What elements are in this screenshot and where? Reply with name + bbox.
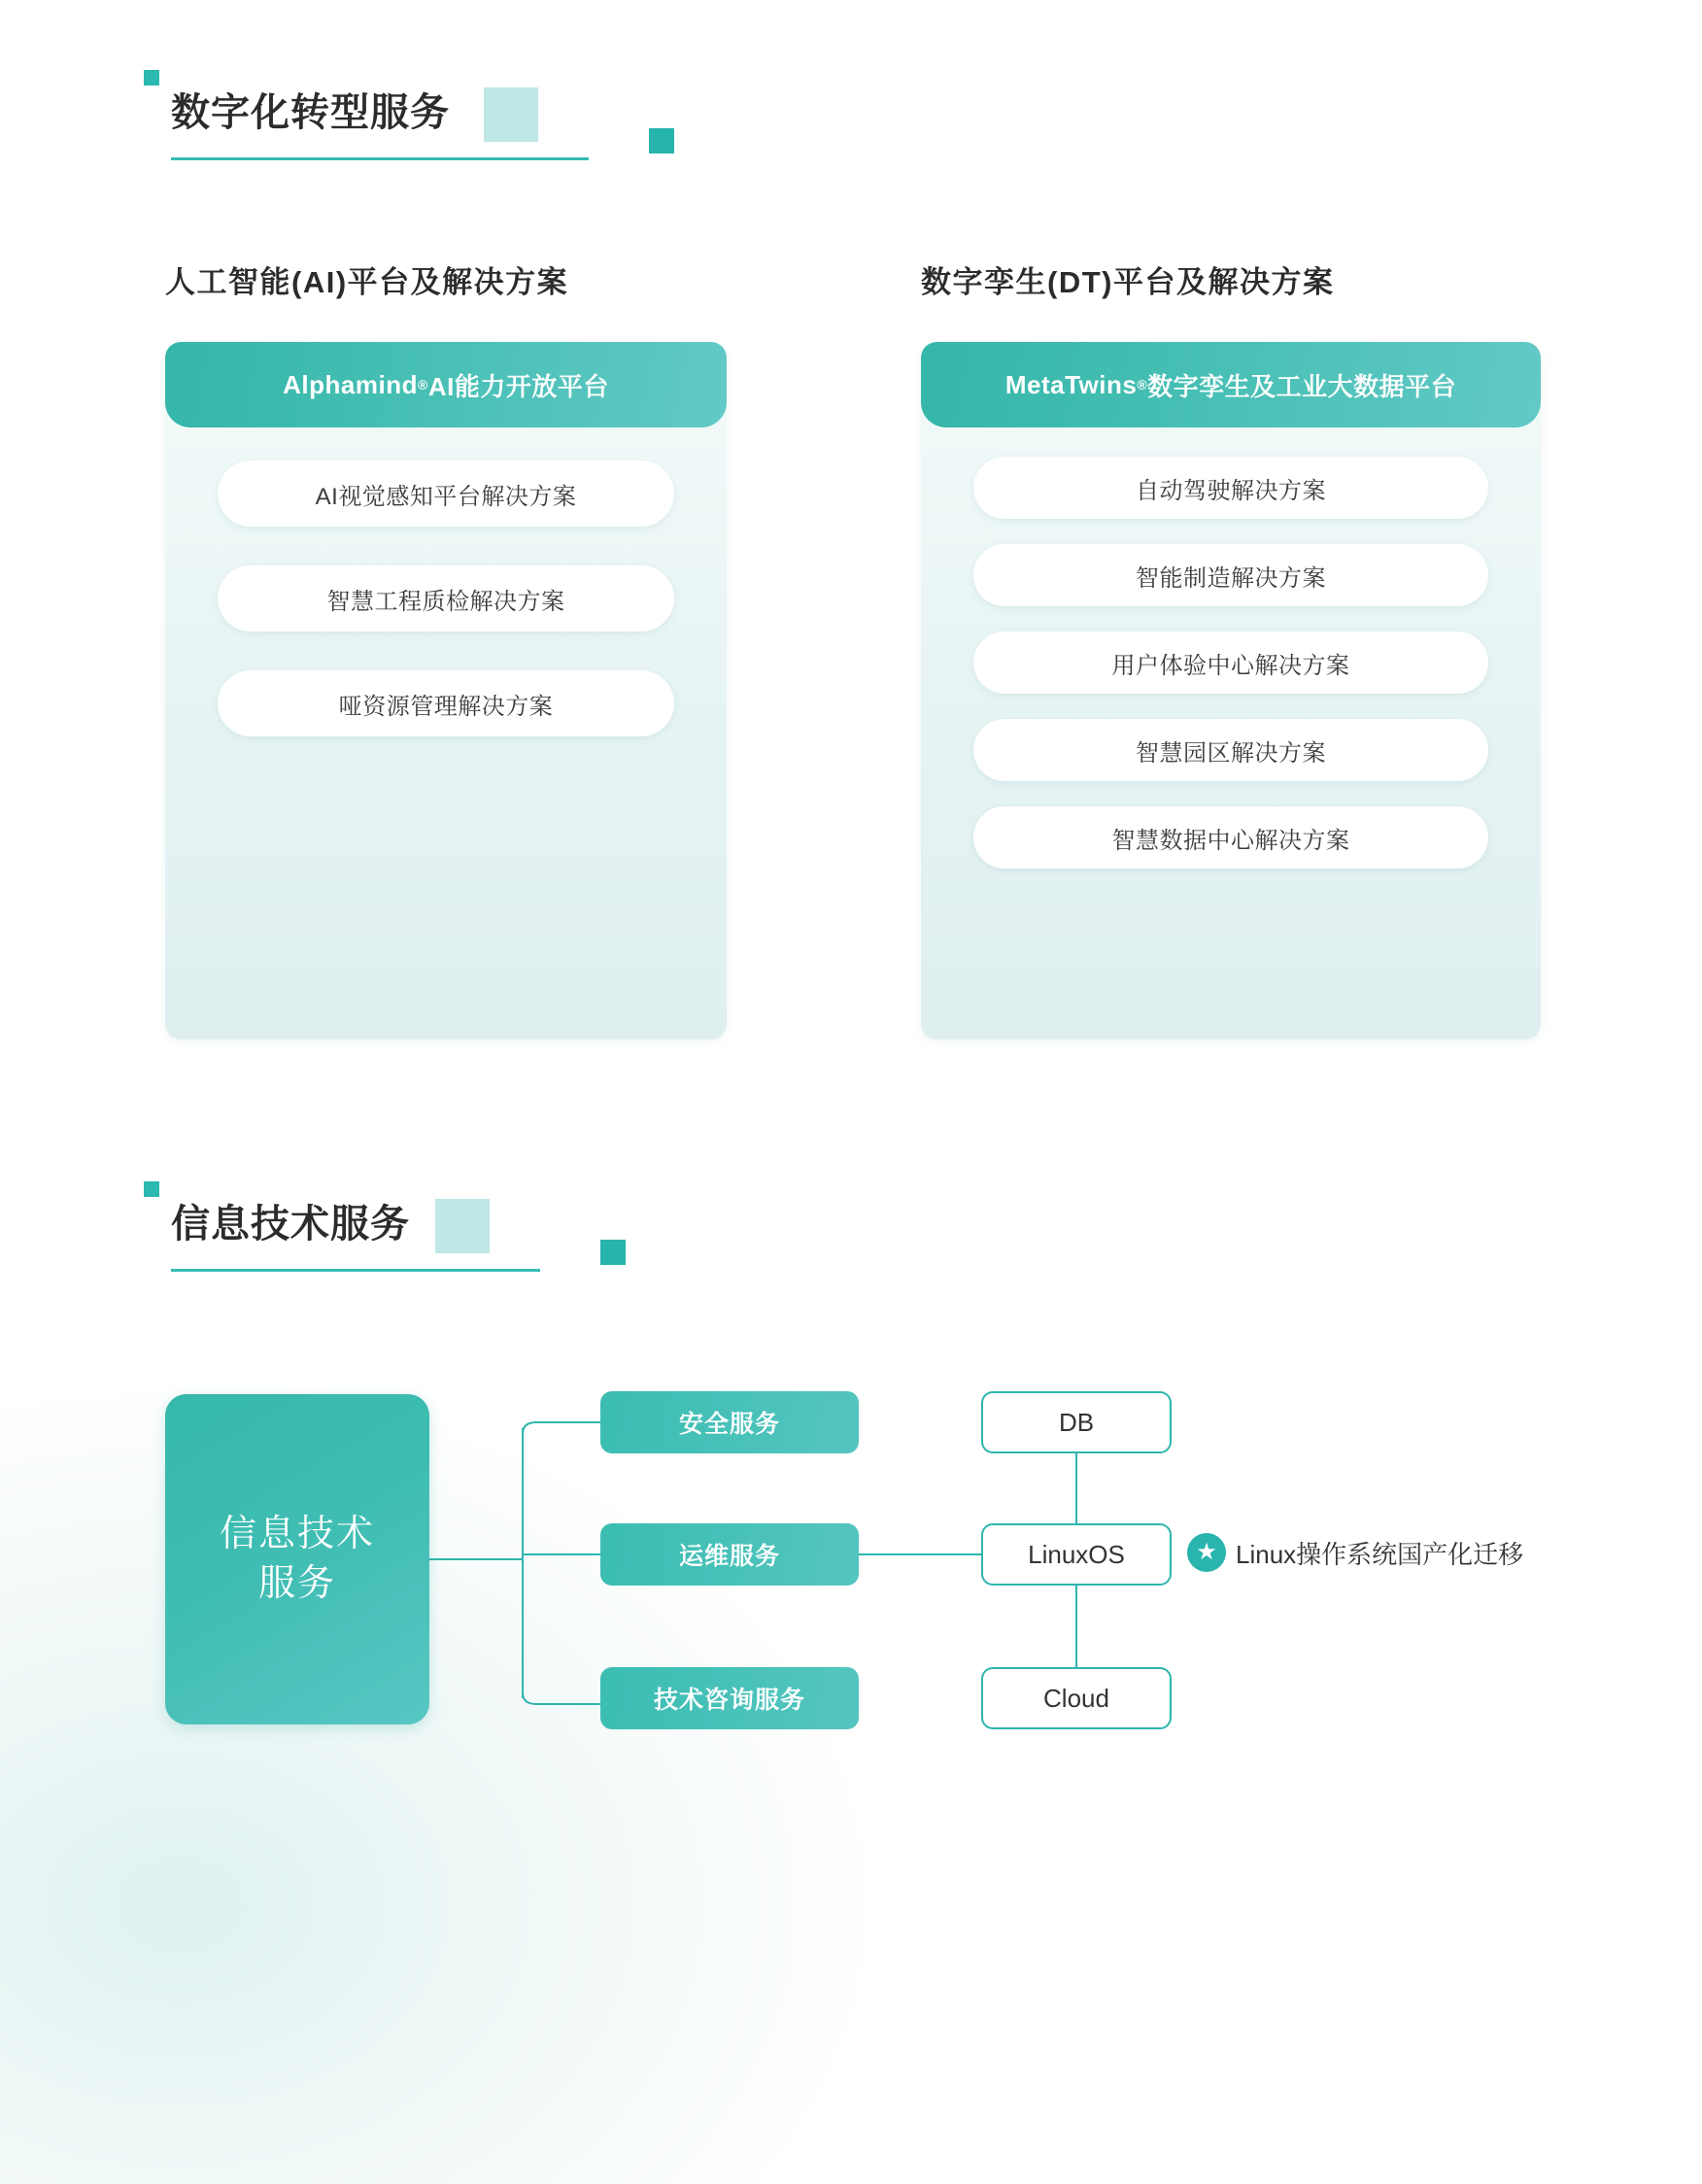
square-accent-large-icon xyxy=(435,1199,490,1253)
platform-suffix-ai: AI能力开放平台 xyxy=(427,371,609,401)
diagram-root-line1: 信息技术 xyxy=(219,1513,375,1554)
platform-card-body-dt xyxy=(921,427,1541,869)
platform-card-header-ai xyxy=(165,342,727,427)
square-accent-small-icon xyxy=(144,1181,159,1197)
diagram-tech-node[interactable]: DB xyxy=(981,1391,1172,1453)
diagram-service-node[interactable]: 运维服务 xyxy=(600,1523,859,1586)
diagram-service-node[interactable]: 安全服务 xyxy=(600,1391,859,1453)
solution-pill[interactable]: 智慧工程质检解决方案 xyxy=(218,565,674,631)
diagram-tech-node[interactable]: Cloud xyxy=(981,1667,1172,1729)
square-accent-dark-icon xyxy=(600,1240,626,1265)
section-underline xyxy=(171,157,589,160)
diagram-tech-node[interactable]: LinuxOS xyxy=(981,1523,1172,1586)
diagram-root-node xyxy=(165,1394,429,1724)
platform-name-ai: Alphamind xyxy=(283,369,418,399)
platform-card-header-dt xyxy=(921,342,1541,427)
diagram-note xyxy=(1187,1533,1523,1572)
solution-pill[interactable]: AI视觉感知平台解决方案 xyxy=(218,461,674,527)
solution-pill[interactable]: 哑资源管理解决方案 xyxy=(218,670,674,736)
diagram-note-label: Linux操作系统国产化迁移 xyxy=(1236,1539,1524,1569)
registered-mark-icon: ® xyxy=(1137,377,1148,392)
solution-pill[interactable]: 智能制造解决方案 xyxy=(973,544,1488,606)
platform-name-dt: MetaTwins xyxy=(1004,369,1138,399)
section-title: 数字化转型服务 xyxy=(171,91,450,134)
platform-card-body-ai xyxy=(165,427,727,736)
platform-suffix-dt: 数字孪生及工业大数据平台 xyxy=(1147,371,1457,401)
section-title: 信息技术服务 xyxy=(171,1203,410,1246)
column-title-ai: 人工智能(AI)平台及解决方案 xyxy=(165,265,569,299)
square-accent-small-icon xyxy=(144,70,159,85)
solution-pill[interactable]: 用户体验中心解决方案 xyxy=(973,631,1488,694)
column-title-dt: 数字孪生(DT)平台及解决方案 xyxy=(921,265,1335,299)
diagram-root-line2: 服务 xyxy=(257,1563,336,1604)
square-accent-dark-icon xyxy=(649,128,674,154)
platform-card-dt xyxy=(921,342,1541,1040)
star-icon: ★ xyxy=(1187,1533,1226,1572)
section-heading-it-service xyxy=(144,1205,410,1244)
section-underline xyxy=(171,1269,540,1272)
platform-card-ai xyxy=(165,342,727,1040)
solution-pill[interactable]: 智慧园区解决方案 xyxy=(973,719,1488,781)
solution-pill[interactable]: 智慧数据中心解决方案 xyxy=(973,806,1488,869)
registered-mark-icon: ® xyxy=(418,377,428,392)
section-heading-digital-transformation xyxy=(144,93,450,132)
diagram-service-node[interactable]: 技术咨询服务 xyxy=(600,1667,859,1729)
square-accent-large-icon xyxy=(484,87,538,142)
solution-pill[interactable]: 自动驾驶解决方案 xyxy=(973,457,1488,519)
